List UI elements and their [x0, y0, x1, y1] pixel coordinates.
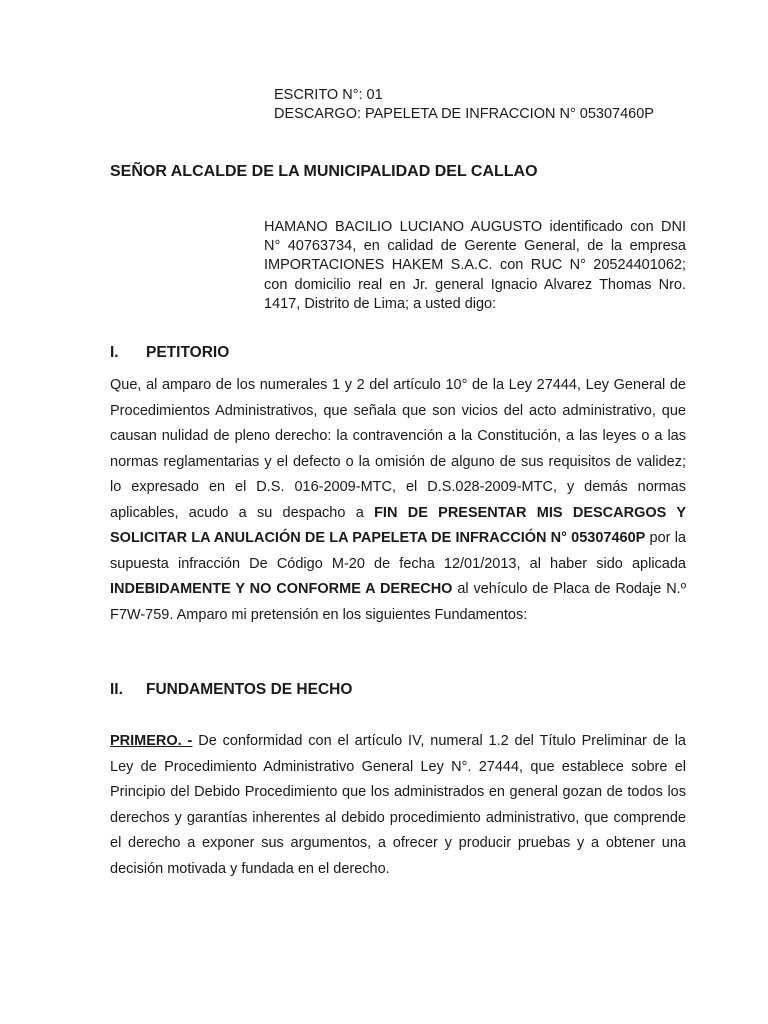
section-title: PETITORIO: [146, 344, 230, 361]
intro-paragraph: HAMANO BACILIO LUCIANO AUGUSTO identificado con DNI N° 40763734, en calidad de Gerente General, de la empresa IMPORTACIONES HAKEM S.A.C. con RUC N° 20524401062; con domicilio real en Jr. general Ignacio Alvarez Thomas Nro. 1417, Distrito de Lima; a usted digo:: [264, 219, 686, 312]
petitorio-text-b: por la supuesta infracción De Código M-20 de fecha 12/01/2013, al haber sido aplicada: [110, 530, 686, 572]
descargo-subject: DESCARGO: PAPELETA DE INFRACCION N° 05307460P: [274, 106, 654, 122]
section-heading-fundamentos: [110, 681, 352, 699]
petitorio-text-c: al vehículo de Placa de Rodaje N.º F7W-759. Amparo mi pretensión en los siguientes Fundamentos:: [110, 581, 686, 623]
petitorio-bold-b: INDEBIDAMENTE Y NO CONFORME A DERECHO: [110, 581, 453, 597]
section-number: I.: [110, 344, 119, 361]
primero-label: PRIMERO. -: [110, 733, 193, 749]
section-heading-petitorio: [110, 344, 229, 362]
addressee-title: SEÑOR ALCALDE DE LA MUNICIPALIDAD DEL CALLAO: [110, 163, 538, 180]
document-header: [274, 86, 654, 124]
section-number: II.: [110, 681, 123, 698]
petitorio-text-a: Que, al amparo de los numerales 1 y 2 del artículo 10° de la Ley 27444, Ley General de Procedimientos Administrativos, que señala que son vicios del acto administrativo, que causan nulidad de pleno derecho: la contravención a la Constitución, a las leyes o a las normas reglamentarias y el defecto o la omisión de alguno de sus requisitos de validez; lo expresado en el D.S. 016-2009-MTC, el D.S.028-2009-MTC, y demás normas aplicables, acudo a su despacho a: [110, 377, 686, 521]
section-title: FUNDAMENTOS DE HECHO: [146, 681, 353, 698]
petitorio-bold-a: FIN DE PRESENTAR MIS DESCARGOS Y SOLICITAR LA ANULACIÓN DE LA PAPELETA DE INFRACCIÓN N° 05307460P: [110, 504, 687, 546]
primero-paragraph: [110, 729, 686, 882]
primero-text: De conformidad con el artículo IV, numeral 1.2 del Título Preliminar de la Ley de Procedimiento Administrativo General Ley N°. 27444, que establece sobre el Principio del Debido Procedimiento que los administrados en general gozan de todos los derechos y garantías inherentes al debido procedimiento administrativo, que comprende el derecho a exponer sus argumentos, a ofrecer y producir pruebas y a obtener una decisión motivada y fundada en el derecho.: [110, 733, 686, 877]
petitorio-paragraph: [110, 373, 686, 628]
escrito-number: ESCRITO N°: 01: [274, 87, 383, 103]
